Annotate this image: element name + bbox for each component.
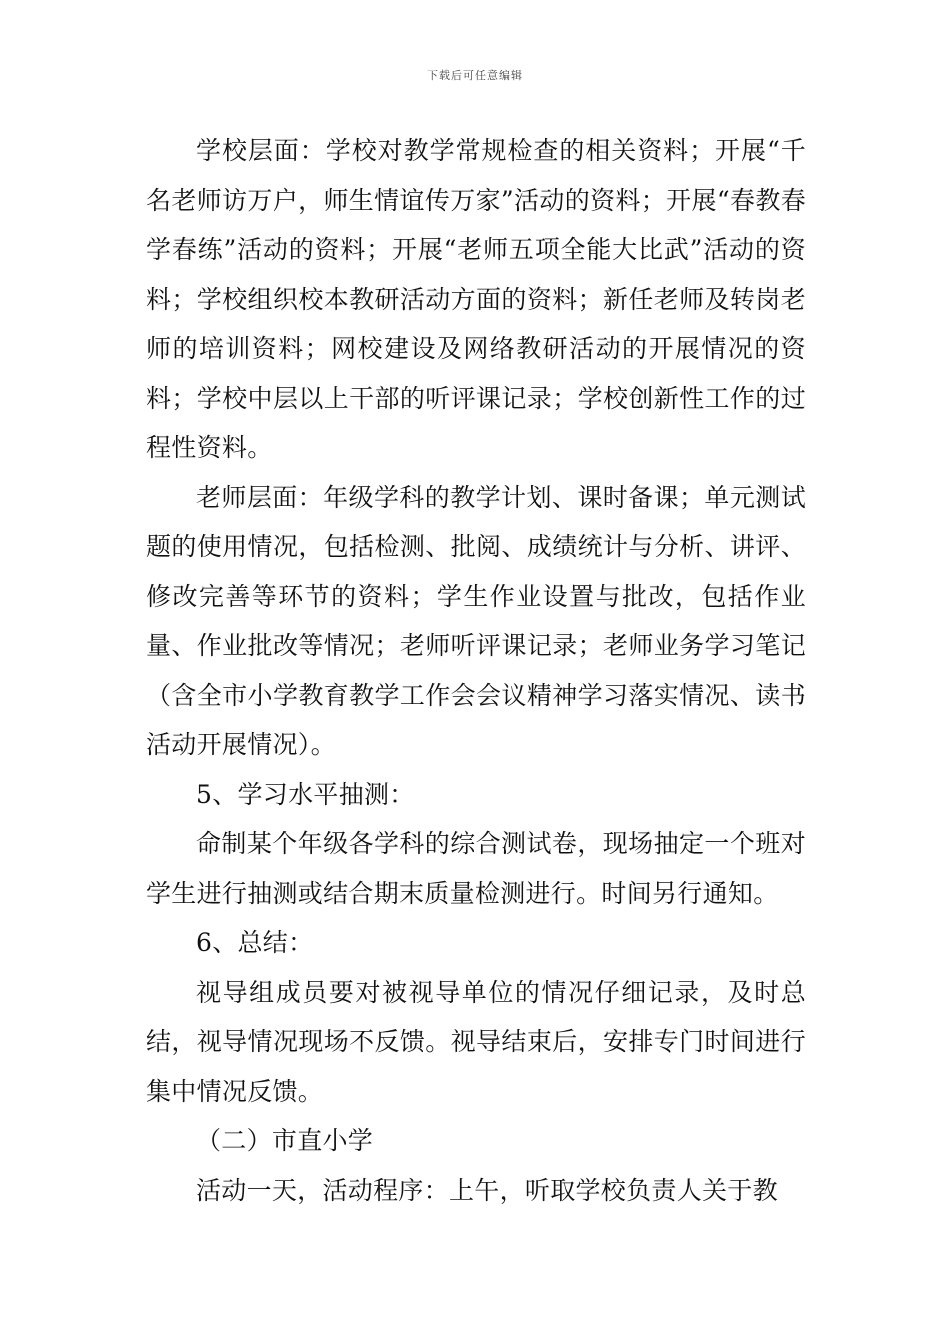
paragraph-teacher-level: 老师层面：年级学科的教学计划、课时备课；单元测试题的使用情况，包括检测、批阅、成绩统计与分析、讲评、修改完善等环节的资料；学生作业设置与批改，包括作业量、作业批改等情况；老师听评课记录；老师业务学习笔记（含全市小学教育教学工作会会议精神学习落实情况、读书活动开展情况）。: [146, 482, 806, 759]
download-editable-note: 下载后可任意编辑: [427, 69, 523, 82]
paragraph-sampling-test: 命制某个年级各学科的综合测试卷，现场抽定一个班对学生进行抽测或结合期末质量检测进行。时间另行通知。: [146, 829, 806, 908]
paragraph-summary: 视导组成员要对被视导单位的情况仔细记录，及时总结，视导情况现场不反馈。视导结束后，安排专门时间进行集中情况反馈。: [146, 977, 806, 1106]
section-heading-sampling-test: 5、学习水平抽测：: [196, 779, 415, 809]
section-heading-summary: 6、总结：: [196, 928, 314, 957]
paragraph-school-level: 学校层面：学校对教学常规检查的相关资料；开展“千名老师访万户，师生情谊传万家”活动的资料；开展“春教春学春练”活动的资料；开展“老师五项全能大比武”活动的资料；学校组织校本教研活动方面的资料；新任老师及转岗老师的培训资料；网校建设及网络教研活动的开展情况的资料；学校中层以上干部的听评课记录；学校创新性工作的过程性资料。: [146, 136, 806, 462]
paragraph-activity-procedure: 活动一天，活动程序：上午，听取学校负责人关于教: [196, 1175, 778, 1205]
section-heading-city-primary: （二）市直小学: [196, 1126, 374, 1155]
document-body: [146, 126, 806, 1215]
